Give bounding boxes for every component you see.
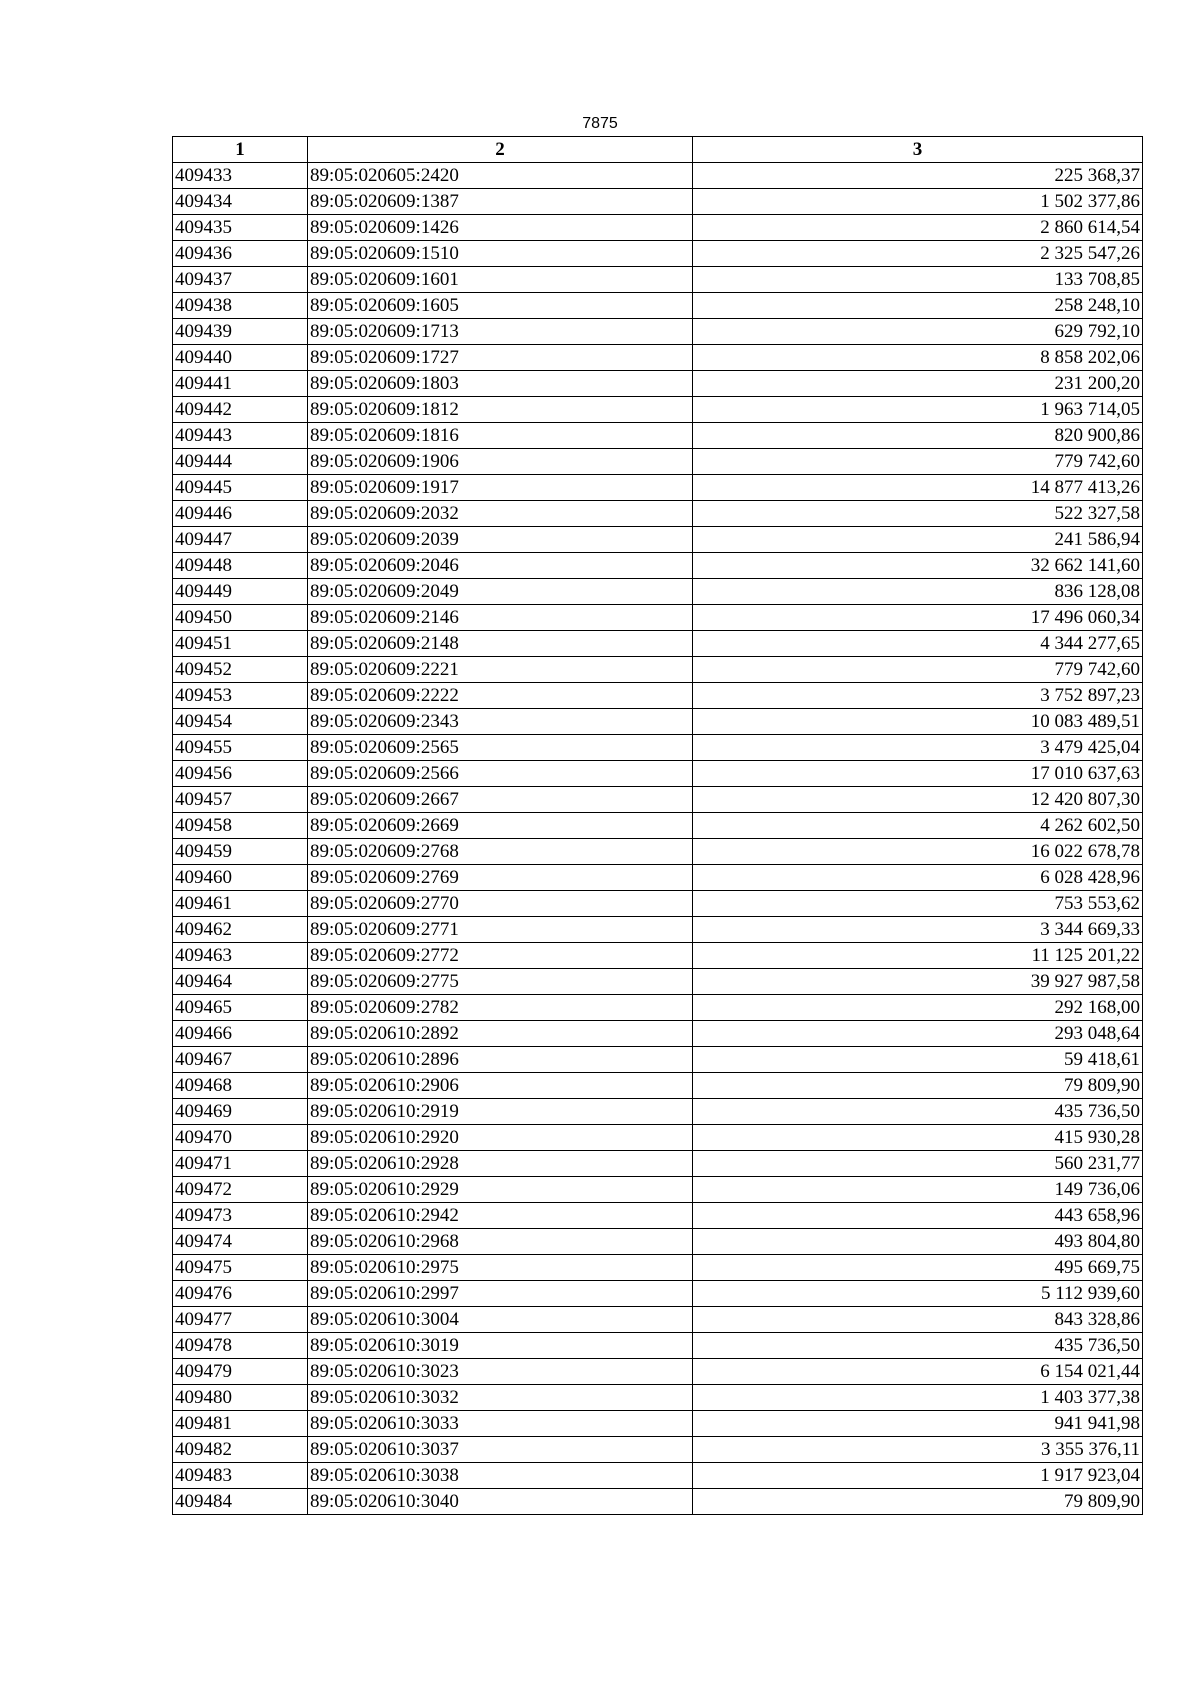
- cadastral-number-cell: 89:05:020610:2929: [308, 1177, 693, 1203]
- cadastral-number-cell: 89:05:020610:3037: [308, 1437, 693, 1463]
- registry-table: [172, 136, 1143, 1515]
- cadastral-number-cell: 89:05:020610:2975: [308, 1255, 693, 1281]
- table-row: [173, 761, 1143, 787]
- table-row: [173, 475, 1143, 501]
- cadastral-number-cell: 89:05:020610:2928: [308, 1151, 693, 1177]
- amount-cell: 3 752 897,23: [693, 683, 1143, 709]
- table-row: [173, 1021, 1143, 1047]
- amount-cell: 79 809,90: [693, 1489, 1143, 1515]
- amount-cell: 225 368,37: [693, 163, 1143, 189]
- cadastral-number-cell: 89:05:020610:2919: [308, 1099, 693, 1125]
- row-number-cell: 409467: [173, 1047, 308, 1073]
- table-row: [173, 1073, 1143, 1099]
- table-row: [173, 1463, 1143, 1489]
- row-number-cell: 409441: [173, 371, 308, 397]
- row-number-cell: 409460: [173, 865, 308, 891]
- cadastral-number-cell: 89:05:020609:2146: [308, 605, 693, 631]
- amount-cell: 59 418,61: [693, 1047, 1143, 1073]
- cadastral-number-cell: 89:05:020609:2343: [308, 709, 693, 735]
- table-row: [173, 553, 1143, 579]
- table-row: [173, 865, 1143, 891]
- amount-cell: 292 168,00: [693, 995, 1143, 1021]
- amount-cell: 133 708,85: [693, 267, 1143, 293]
- row-number-cell: 409456: [173, 761, 308, 787]
- amount-cell: 16 022 678,78: [693, 839, 1143, 865]
- table-row: [173, 449, 1143, 475]
- table-row: [173, 709, 1143, 735]
- cadastral-number-cell: 89:05:020609:2566: [308, 761, 693, 787]
- amount-cell: 560 231,77: [693, 1151, 1143, 1177]
- cadastral-number-cell: 89:05:020610:2997: [308, 1281, 693, 1307]
- amount-cell: 8 858 202,06: [693, 345, 1143, 371]
- table-row: [173, 969, 1143, 995]
- cadastral-number-cell: 89:05:020609:2775: [308, 969, 693, 995]
- row-number-cell: 409470: [173, 1125, 308, 1151]
- row-number-cell: 409443: [173, 423, 308, 449]
- row-number-cell: 409481: [173, 1411, 308, 1437]
- row-number-cell: 409462: [173, 917, 308, 943]
- cadastral-number-cell: 89:05:020609:2669: [308, 813, 693, 839]
- table-row: [173, 1255, 1143, 1281]
- amount-cell: 415 930,28: [693, 1125, 1143, 1151]
- amount-cell: 149 736,06: [693, 1177, 1143, 1203]
- cadastral-number-cell: 89:05:020610:2942: [308, 1203, 693, 1229]
- row-number-cell: 409445: [173, 475, 308, 501]
- table-row: [173, 1229, 1143, 1255]
- table-row: [173, 163, 1143, 189]
- table-row: [173, 631, 1143, 657]
- cadastral-number-cell: 89:05:020609:1426: [308, 215, 693, 241]
- column-header-1: 1: [173, 137, 308, 163]
- amount-cell: 14 877 413,26: [693, 475, 1143, 501]
- amount-cell: 17 496 060,34: [693, 605, 1143, 631]
- table-row: [173, 1281, 1143, 1307]
- row-number-cell: 409458: [173, 813, 308, 839]
- table-row: [173, 1177, 1143, 1203]
- amount-cell: 4 262 602,50: [693, 813, 1143, 839]
- table-row: [173, 345, 1143, 371]
- row-number-cell: 409475: [173, 1255, 308, 1281]
- row-number-cell: 409466: [173, 1021, 308, 1047]
- cadastral-number-cell: 89:05:020609:1906: [308, 449, 693, 475]
- table-row: [173, 683, 1143, 709]
- table-row: [173, 1203, 1143, 1229]
- row-number-cell: 409446: [173, 501, 308, 527]
- row-number-cell: 409461: [173, 891, 308, 917]
- table-row: [173, 189, 1143, 215]
- row-number-cell: 409469: [173, 1099, 308, 1125]
- row-number-cell: 409471: [173, 1151, 308, 1177]
- row-number-cell: 409449: [173, 579, 308, 605]
- cadastral-number-cell: 89:05:020609:2768: [308, 839, 693, 865]
- cadastral-number-cell: 89:05:020609:2667: [308, 787, 693, 813]
- cadastral-number-cell: 89:05:020610:3023: [308, 1359, 693, 1385]
- table-row: [173, 813, 1143, 839]
- amount-cell: 1 963 714,05: [693, 397, 1143, 423]
- cadastral-number-cell: 89:05:020609:2148: [308, 631, 693, 657]
- row-number-cell: 409478: [173, 1333, 308, 1359]
- cadastral-number-cell: 89:05:020609:2782: [308, 995, 693, 1021]
- row-number-cell: 409433: [173, 163, 308, 189]
- column-header-3: 3: [693, 137, 1143, 163]
- cadastral-number-cell: 89:05:020609:2039: [308, 527, 693, 553]
- row-number-cell: 409472: [173, 1177, 308, 1203]
- cadastral-number-cell: 89:05:020609:2565: [308, 735, 693, 761]
- row-number-cell: 409444: [173, 449, 308, 475]
- table-row: [173, 1307, 1143, 1333]
- amount-cell: 2 860 614,54: [693, 215, 1143, 241]
- table-row: [173, 917, 1143, 943]
- cadastral-number-cell: 89:05:020610:2906: [308, 1073, 693, 1099]
- table-row: [173, 1385, 1143, 1411]
- table-row: [173, 501, 1143, 527]
- table-row: [173, 787, 1143, 813]
- page-number: 7875: [582, 115, 618, 132]
- row-number-cell: 409464: [173, 969, 308, 995]
- cadastral-number-cell: 89:05:020609:1601: [308, 267, 693, 293]
- amount-cell: 3 355 376,11: [693, 1437, 1143, 1463]
- cadastral-number-cell: 89:05:020610:3019: [308, 1333, 693, 1359]
- amount-cell: 79 809,90: [693, 1073, 1143, 1099]
- row-number-cell: 409484: [173, 1489, 308, 1515]
- table-row: [173, 1151, 1143, 1177]
- cadastral-number-cell: 89:05:020609:1605: [308, 293, 693, 319]
- row-number-cell: 409452: [173, 657, 308, 683]
- cadastral-number-cell: 89:05:020610:3004: [308, 1307, 693, 1333]
- amount-cell: 820 900,86: [693, 423, 1143, 449]
- row-number-cell: 409480: [173, 1385, 308, 1411]
- amount-cell: 241 586,94: [693, 527, 1143, 553]
- header-row: [173, 137, 1143, 163]
- amount-cell: 779 742,60: [693, 449, 1143, 475]
- amount-cell: 435 736,50: [693, 1333, 1143, 1359]
- row-number-cell: 409483: [173, 1463, 308, 1489]
- amount-cell: 1 917 923,04: [693, 1463, 1143, 1489]
- table-row: [173, 1125, 1143, 1151]
- table-row: [173, 1437, 1143, 1463]
- row-number-cell: 409455: [173, 735, 308, 761]
- cadastral-number-cell: 89:05:020609:1812: [308, 397, 693, 423]
- row-number-cell: 409465: [173, 995, 308, 1021]
- row-number-cell: 409457: [173, 787, 308, 813]
- row-number-cell: 409435: [173, 215, 308, 241]
- row-number-cell: 409447: [173, 527, 308, 553]
- cadastral-number-cell: 89:05:020610:2968: [308, 1229, 693, 1255]
- cadastral-number-cell: 89:05:020609:1713: [308, 319, 693, 345]
- cadastral-number-cell: 89:05:020610:3040: [308, 1489, 693, 1515]
- cadastral-number-cell: 89:05:020609:2221: [308, 657, 693, 683]
- amount-cell: 5 112 939,60: [693, 1281, 1143, 1307]
- cadastral-number-cell: 89:05:020609:1727: [308, 345, 693, 371]
- row-number-cell: 409479: [173, 1359, 308, 1385]
- table-row: [173, 319, 1143, 345]
- amount-cell: 3 479 425,04: [693, 735, 1143, 761]
- cadastral-number-cell: 89:05:020609:1816: [308, 423, 693, 449]
- amount-cell: 779 742,60: [693, 657, 1143, 683]
- row-number-cell: 409437: [173, 267, 308, 293]
- table-row: [173, 1099, 1143, 1125]
- amount-cell: 495 669,75: [693, 1255, 1143, 1281]
- table-row: [173, 943, 1143, 969]
- table-row: [173, 527, 1143, 553]
- amount-cell: 12 420 807,30: [693, 787, 1143, 813]
- cadastral-number-cell: 89:05:020609:2032: [308, 501, 693, 527]
- amount-cell: 258 248,10: [693, 293, 1143, 319]
- row-number-cell: 409436: [173, 241, 308, 267]
- amount-cell: 836 128,08: [693, 579, 1143, 605]
- amount-cell: 753 553,62: [693, 891, 1143, 917]
- cadastral-number-cell: 89:05:020609:2771: [308, 917, 693, 943]
- table-row: [173, 397, 1143, 423]
- row-number-cell: 409474: [173, 1229, 308, 1255]
- cadastral-number-cell: 89:05:020610:2920: [308, 1125, 693, 1151]
- table-row: [173, 1489, 1143, 1515]
- row-number-cell: 409442: [173, 397, 308, 423]
- row-number-cell: 409453: [173, 683, 308, 709]
- table-row: [173, 1359, 1143, 1385]
- table-row: [173, 241, 1143, 267]
- amount-cell: 3 344 669,33: [693, 917, 1143, 943]
- cadastral-number-cell: 89:05:020609:2770: [308, 891, 693, 917]
- row-number-cell: 409439: [173, 319, 308, 345]
- table-row: [173, 1411, 1143, 1437]
- table-row: [173, 995, 1143, 1021]
- cadastral-number-cell: 89:05:020609:1510: [308, 241, 693, 267]
- row-number-cell: 409463: [173, 943, 308, 969]
- amount-cell: 435 736,50: [693, 1099, 1143, 1125]
- row-number-cell: 409434: [173, 189, 308, 215]
- cadastral-number-cell: 89:05:020609:1917: [308, 475, 693, 501]
- row-number-cell: 409482: [173, 1437, 308, 1463]
- row-number-cell: 409459: [173, 839, 308, 865]
- row-number-cell: 409440: [173, 345, 308, 371]
- row-number-cell: 409450: [173, 605, 308, 631]
- table-row: [173, 423, 1143, 449]
- table-row: [173, 839, 1143, 865]
- amount-cell: 231 200,20: [693, 371, 1143, 397]
- cadastral-number-cell: 89:05:020609:2769: [308, 865, 693, 891]
- table-row: [173, 605, 1143, 631]
- cadastral-number-cell: 89:05:020610:3032: [308, 1385, 693, 1411]
- cadastral-number-cell: 89:05:020610:2892: [308, 1021, 693, 1047]
- amount-cell: 10 083 489,51: [693, 709, 1143, 735]
- cadastral-number-cell: 89:05:020609:1387: [308, 189, 693, 215]
- table-row: [173, 371, 1143, 397]
- table-row: [173, 891, 1143, 917]
- amount-cell: 493 804,80: [693, 1229, 1143, 1255]
- row-number-cell: 409473: [173, 1203, 308, 1229]
- cadastral-number-cell: 89:05:020605:2420: [308, 163, 693, 189]
- cadastral-number-cell: 89:05:020609:2772: [308, 943, 693, 969]
- cadastral-number-cell: 89:05:020609:1803: [308, 371, 693, 397]
- cadastral-number-cell: 89:05:020610:2896: [308, 1047, 693, 1073]
- table-row: [173, 1047, 1143, 1073]
- table-row: [173, 657, 1143, 683]
- cadastral-number-cell: 89:05:020610:3038: [308, 1463, 693, 1489]
- amount-cell: 6 028 428,96: [693, 865, 1143, 891]
- cadastral-number-cell: 89:05:020609:2222: [308, 683, 693, 709]
- amount-cell: 293 048,64: [693, 1021, 1143, 1047]
- amount-cell: 17 010 637,63: [693, 761, 1143, 787]
- table-row: [173, 579, 1143, 605]
- table-row: [173, 267, 1143, 293]
- cadastral-number-cell: 89:05:020609:2049: [308, 579, 693, 605]
- row-number-cell: 409438: [173, 293, 308, 319]
- amount-cell: 4 344 277,65: [693, 631, 1143, 657]
- row-number-cell: 409448: [173, 553, 308, 579]
- row-number-cell: 409477: [173, 1307, 308, 1333]
- cadastral-number-cell: 89:05:020610:3033: [308, 1411, 693, 1437]
- amount-cell: 1 502 377,86: [693, 189, 1143, 215]
- amount-cell: 39 927 987,58: [693, 969, 1143, 995]
- amount-cell: 522 327,58: [693, 501, 1143, 527]
- amount-cell: 941 941,98: [693, 1411, 1143, 1437]
- table-row: [173, 735, 1143, 761]
- table-row: [173, 1333, 1143, 1359]
- table-body: [173, 163, 1143, 1515]
- amount-cell: 443 658,96: [693, 1203, 1143, 1229]
- amount-cell: 843 328,86: [693, 1307, 1143, 1333]
- table-header: [173, 137, 1143, 163]
- column-header-2: 2: [308, 137, 693, 163]
- amount-cell: 6 154 021,44: [693, 1359, 1143, 1385]
- amount-cell: 11 125 201,22: [693, 943, 1143, 969]
- row-number-cell: 409454: [173, 709, 308, 735]
- row-number-cell: 409476: [173, 1281, 308, 1307]
- amount-cell: 2 325 547,26: [693, 241, 1143, 267]
- row-number-cell: 409468: [173, 1073, 308, 1099]
- row-number-cell: 409451: [173, 631, 308, 657]
- table-row: [173, 215, 1143, 241]
- table-row: [173, 293, 1143, 319]
- amount-cell: 32 662 141,60: [693, 553, 1143, 579]
- amount-cell: 629 792,10: [693, 319, 1143, 345]
- amount-cell: 1 403 377,38: [693, 1385, 1143, 1411]
- cadastral-number-cell: 89:05:020609:2046: [308, 553, 693, 579]
